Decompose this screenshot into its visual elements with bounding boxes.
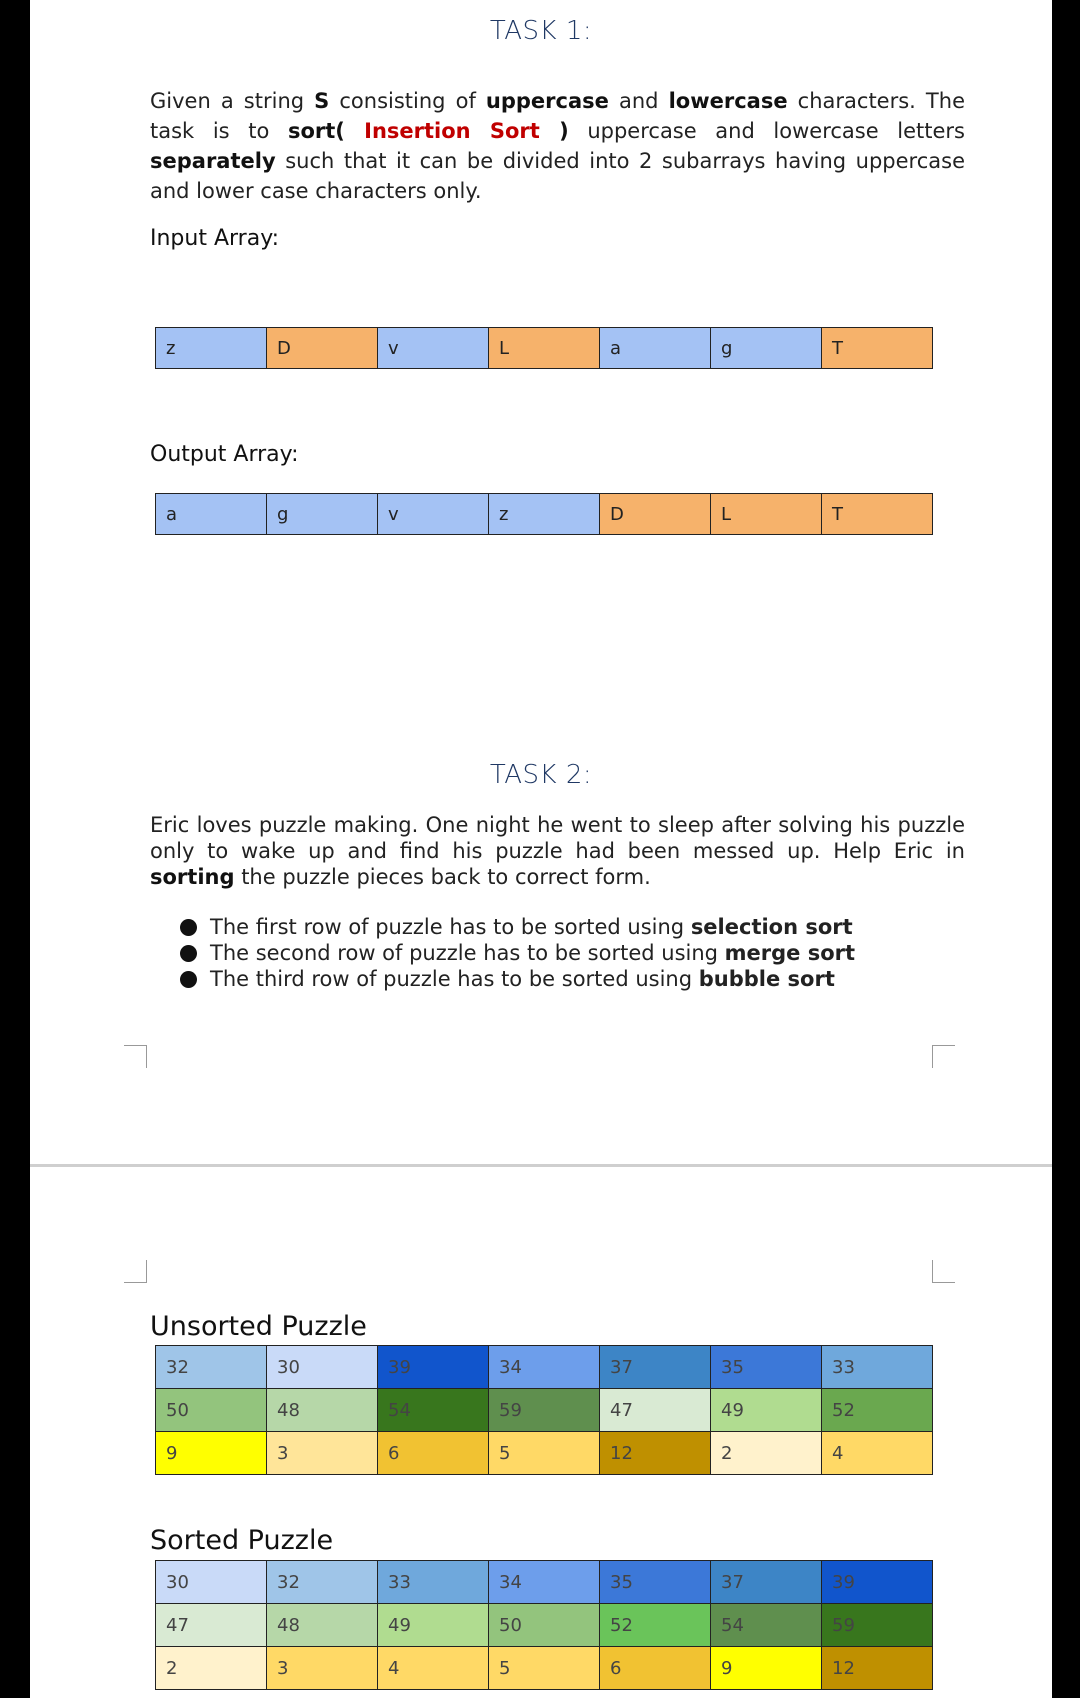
table-cell: 47 (156, 1604, 267, 1647)
margin-corner-mark (932, 1260, 955, 1283)
table-cell: g (711, 328, 822, 369)
table-cell: 54 (711, 1604, 822, 1647)
table-cell: L (489, 328, 600, 369)
table-cell: 54 (378, 1389, 489, 1432)
table-cell: 47 (600, 1389, 711, 1432)
table-cell: 33 (378, 1561, 489, 1604)
table-cell: 35 (711, 1346, 822, 1389)
table-cell: 48 (267, 1604, 378, 1647)
table-cell: z (489, 494, 600, 535)
bullet-item: The third row of puzzle has to be sorted using bubble sort (180, 966, 855, 992)
table-cell: 30 (156, 1561, 267, 1604)
table-cell: 59 (489, 1389, 600, 1432)
output-array-table (155, 493, 933, 535)
table-cell: 5 (489, 1647, 600, 1690)
table-cell: z (156, 328, 267, 369)
table-cell: 35 (600, 1561, 711, 1604)
table-row (156, 1389, 933, 1432)
table-cell: 32 (267, 1561, 378, 1604)
table-cell: 34 (489, 1346, 600, 1389)
input-array-table (155, 327, 933, 369)
table-cell: v (378, 494, 489, 535)
table-row (156, 1561, 933, 1604)
table-cell: 4 (822, 1432, 933, 1475)
table-cell: 6 (600, 1647, 711, 1690)
table-cell: 50 (156, 1389, 267, 1432)
table-cell: 32 (156, 1346, 267, 1389)
sort-method-list (180, 914, 855, 992)
table-cell: 37 (600, 1346, 711, 1389)
table-cell: 4 (378, 1647, 489, 1690)
output-array-label: Output Array: (150, 442, 299, 467)
task2-title: TASK 2: (489, 760, 593, 790)
table-cell: 12 (600, 1432, 711, 1475)
table-cell: 30 (267, 1346, 378, 1389)
table-cell: a (156, 494, 267, 535)
table-cell: 39 (378, 1346, 489, 1389)
task2-description: Eric loves puzzle making. One night he went to sleep after solving his puzzle only to wake up and find his puzzle had been messed up. Help Eric in sorting the puzzle pieces back to correct form. (150, 813, 965, 889)
table-cell: T (822, 328, 933, 369)
table-row (156, 1647, 933, 1690)
input-array-label: Input Array: (150, 226, 280, 251)
table-row (156, 1604, 933, 1647)
table-row (156, 328, 933, 369)
table-cell: 12 (822, 1647, 933, 1690)
table-row (156, 1432, 933, 1475)
margin-corner-mark (124, 1260, 147, 1283)
unsorted-puzzle-table (155, 1345, 933, 1475)
table-cell: 9 (711, 1647, 822, 1690)
table-cell: 37 (711, 1561, 822, 1604)
table-cell: D (600, 494, 711, 535)
unsorted-puzzle-heading: Unsorted Puzzle (150, 1311, 367, 1342)
task1-title: TASK 1: (489, 16, 593, 46)
table-cell: a (600, 328, 711, 369)
margin-corner-mark (124, 1045, 147, 1068)
table-row (156, 1346, 933, 1389)
table-cell: D (267, 328, 378, 369)
table-cell: 3 (267, 1647, 378, 1690)
table-cell: 9 (156, 1432, 267, 1475)
table-cell: 34 (489, 1561, 600, 1604)
table-cell: g (267, 494, 378, 535)
table-cell: 39 (822, 1561, 933, 1604)
table-cell: 48 (267, 1389, 378, 1432)
document-page-2 (30, 1167, 1052, 1698)
margin-corner-mark (932, 1045, 955, 1068)
table-cell: L (711, 494, 822, 535)
table-cell: 49 (711, 1389, 822, 1432)
sorted-puzzle-heading: Sorted Puzzle (150, 1525, 334, 1556)
table-cell: T (822, 494, 933, 535)
table-cell: 2 (156, 1647, 267, 1690)
sorted-puzzle-table (155, 1560, 933, 1690)
table-cell: 6 (378, 1432, 489, 1475)
table-row (156, 494, 933, 535)
task1-description: Given a string S consisting of uppercase and lowercase characters. The task is to sort( Insertion Sort ) uppercase and lowercase letters separately such that it can be divided into 2 subarrays having uppercase and lower case characters only. (150, 89, 965, 203)
document-page-1 (30, 0, 1052, 1164)
table-cell: 33 (822, 1346, 933, 1389)
table-cell: 5 (489, 1432, 600, 1475)
table-cell: 50 (489, 1604, 600, 1647)
table-cell: 59 (822, 1604, 933, 1647)
bullet-item: The first row of puzzle has to be sorted using selection sort (180, 914, 855, 940)
table-cell: 49 (378, 1604, 489, 1647)
bullet-item: The second row of puzzle has to be sorted using merge sort (180, 940, 855, 966)
table-cell: 2 (711, 1432, 822, 1475)
table-cell: 3 (267, 1432, 378, 1475)
table-cell: 52 (822, 1389, 933, 1432)
table-cell: v (378, 328, 489, 369)
table-cell: 52 (600, 1604, 711, 1647)
